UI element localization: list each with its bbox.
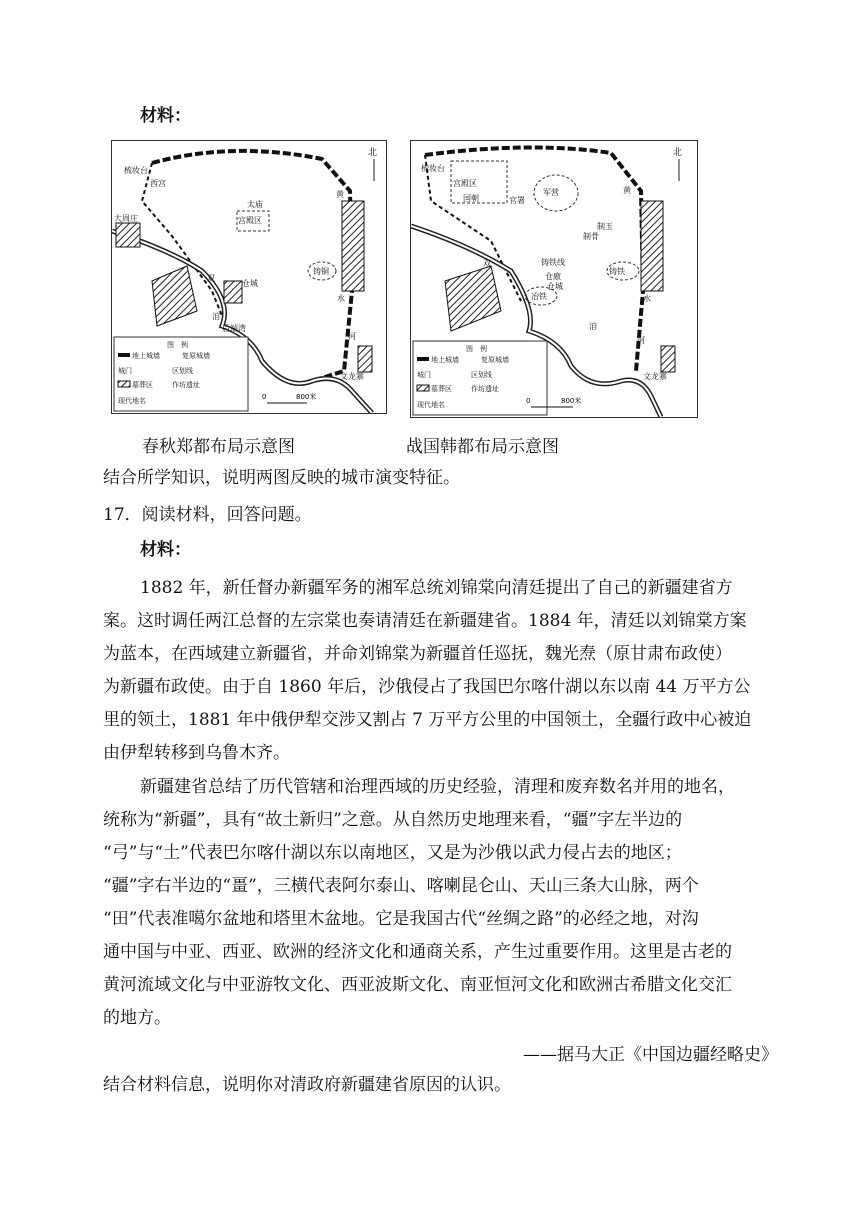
svg-text:铸铁线: 铸铁线 bbox=[541, 258, 565, 267]
svg-text:作坊遗址: 作坊遗址 bbox=[172, 381, 200, 389]
source-citation: ——据马大正《中国边疆经略史》 bbox=[523, 1045, 778, 1065]
svg-text:地上城墙: 地上城墙 bbox=[431, 356, 459, 364]
material-label: 材料： bbox=[140, 106, 191, 126]
para2-line: “田”代表准噶尔盆地和塔里木盆地。它是我国古代“丝绸之路”的必经之地，对沟 bbox=[103, 909, 699, 929]
para1-line: 案。这时调任两江总督的左宗棠也奏请清廷在新疆建省。1884 年，清廷以刘锦棠方案 bbox=[103, 611, 747, 631]
svg-text:太庙: 太庙 bbox=[247, 200, 263, 209]
svg-text:洎: 洎 bbox=[589, 322, 597, 331]
svg-text:黄: 黄 bbox=[623, 186, 631, 195]
svg-text:洎: 洎 bbox=[212, 312, 220, 321]
svg-text:冶铁: 冶铁 bbox=[531, 292, 547, 301]
svg-text:黄: 黄 bbox=[336, 190, 344, 199]
material-label-2: 材料： bbox=[140, 540, 191, 560]
question-17-prompt: 结合材料信息，说明你对清政府新疆建省原因的认识。 bbox=[103, 1075, 511, 1095]
para2-line: 的地方。 bbox=[103, 1008, 171, 1028]
svg-text:制玉: 制玉 bbox=[597, 222, 613, 231]
svg-text:区划线: 区划线 bbox=[471, 371, 492, 379]
svg-text:双: 双 bbox=[207, 274, 215, 283]
north-label: 北 bbox=[368, 148, 378, 158]
svg-text:城门: 城门 bbox=[417, 371, 431, 379]
para1-line: 由伊犁转移到乌鲁木齐。 bbox=[103, 743, 290, 763]
svg-text:仓廒: 仓廒 bbox=[545, 272, 561, 281]
svg-text:作坊遗址: 作坊遗址 bbox=[471, 385, 499, 393]
svg-text:复原城墙: 复原城墙 bbox=[481, 356, 509, 364]
svg-text:梳妆台: 梳妆台 bbox=[124, 166, 148, 175]
north-label: 北 bbox=[673, 148, 683, 158]
svg-text:水: 水 bbox=[337, 294, 345, 303]
map-caption-han: 战国韩都布局示意图 bbox=[406, 437, 559, 457]
svg-text:城门: 城门 bbox=[118, 367, 132, 375]
svg-text:仓城: 仓城 bbox=[242, 279, 258, 288]
svg-text:河: 河 bbox=[348, 332, 356, 341]
svg-text:墓葬区: 墓葬区 bbox=[132, 381, 153, 389]
para2-line: 统称为“新疆”，具有“故土新归”之意。从自然历史地理来看，“疆”字左半边的 bbox=[103, 810, 683, 830]
svg-text:官署: 官署 bbox=[509, 196, 525, 205]
svg-text:西宫: 西宫 bbox=[150, 179, 166, 188]
para2-line: 黄河流域文化与中亚游牧文化、西亚波斯文化、南亚恒河文化和欧洲古希腊文化交汇 bbox=[103, 975, 732, 995]
svg-text:图 例: 图 例 bbox=[466, 345, 487, 353]
map-zheng-capital bbox=[111, 140, 387, 414]
para1-line: 1882 年，新任督办新疆军务的湘军总统刘锦棠向清廷提出了自己的新疆建省方 bbox=[140, 578, 733, 598]
svg-text:仓城: 仓城 bbox=[547, 282, 563, 291]
svg-text:铸铜: 铸铜 bbox=[313, 267, 329, 276]
para2-line: “弓”与“土”代表巴尔喀什湖以东以南地区，又是为沙俄以武力侵占去的地区； bbox=[103, 843, 682, 863]
svg-text:文龙寨: 文龙寨 bbox=[340, 372, 364, 381]
svg-text:后端湾: 后端湾 bbox=[222, 324, 246, 333]
para2-line: “疆”字右半边的“畺”，三横代表阿尔泰山、喀喇昆仑山、天山三条大山脉，两个 bbox=[103, 876, 699, 896]
svg-text:复原城墙: 复原城墙 bbox=[182, 352, 210, 360]
para1-line: 为蓝本，在西域建立新疆省，并命刘锦棠为新疆首任巡抚，魏光焘（原甘肃布政使） bbox=[103, 644, 732, 664]
svg-text:双: 双 bbox=[483, 259, 491, 268]
para2-line: 通中国与中亚、西亚、欧洲的经济文化和通商关系，产生过重要作用。这里是古老的 bbox=[103, 942, 732, 962]
svg-text:文龙寨: 文龙寨 bbox=[643, 372, 667, 381]
para2-line: 新疆建省总结了历代管辖和治理西域的历史经验，清理和废弃数名并用的地名， bbox=[140, 777, 735, 797]
para1-line: 为新疆布政使。由于自 1860 年后，沙俄侵占了我国巴尔喀什湖以东以南 44 万平方公 bbox=[103, 677, 751, 697]
question-16-prompt: 结合所学知识，说明两图反映的城市演变特征。 bbox=[103, 468, 460, 488]
svg-text:现代地名: 现代地名 bbox=[118, 397, 146, 405]
svg-text:800米: 800米 bbox=[296, 393, 317, 401]
svg-text:现代地名: 现代地名 bbox=[417, 401, 445, 409]
para1-line: 里的领土，1881 年中俄伊犁交涉又割占 7 万平方公里的中国领土，全疆行政中心被迫 bbox=[103, 710, 752, 730]
svg-text:河: 河 bbox=[637, 336, 645, 345]
svg-text:制骨: 制骨 bbox=[583, 232, 599, 241]
map-caption-zheng: 春秋郑都布局示意图 bbox=[142, 437, 295, 457]
map-han-capital bbox=[410, 140, 698, 418]
svg-text:宫殿区: 宫殿区 bbox=[238, 216, 262, 225]
svg-text:军营: 军营 bbox=[543, 188, 559, 197]
svg-text:宫殿区: 宫殿区 bbox=[453, 179, 477, 188]
svg-text:地上城墙: 地上城墙 bbox=[132, 352, 160, 360]
svg-text:水: 水 bbox=[643, 294, 651, 303]
svg-text:0: 0 bbox=[526, 397, 531, 405]
svg-text:梳妆台: 梳妆台 bbox=[421, 164, 445, 173]
svg-text:墓葬区: 墓葬区 bbox=[431, 385, 452, 393]
svg-text:区划线: 区划线 bbox=[172, 367, 193, 375]
svg-text:国朝: 国朝 bbox=[463, 194, 479, 203]
svg-text:800米: 800米 bbox=[561, 397, 582, 405]
svg-text:铸铁: 铸铁 bbox=[609, 267, 625, 276]
svg-text:图 例: 图 例 bbox=[167, 341, 188, 349]
question-17-title: 17．阅读材料，回答问题。 bbox=[103, 505, 312, 525]
svg-text:0: 0 bbox=[262, 393, 267, 401]
svg-text:大周庄: 大周庄 bbox=[114, 214, 138, 223]
